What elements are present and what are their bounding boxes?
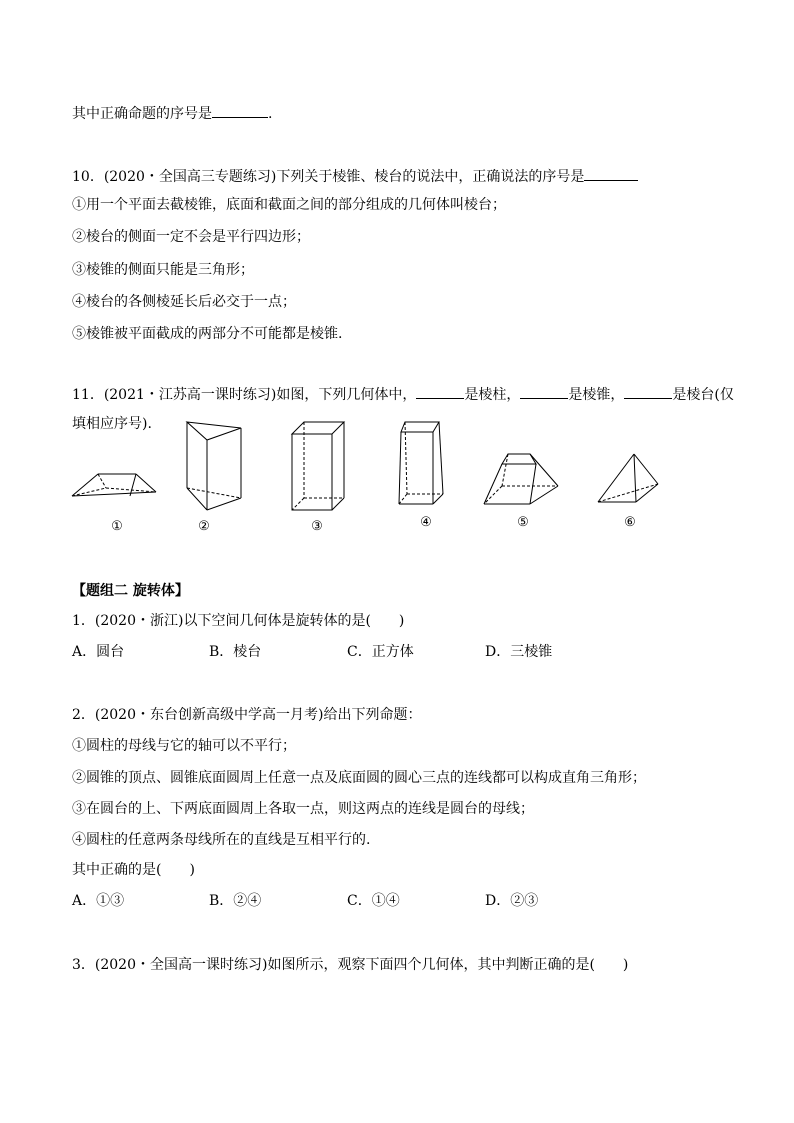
g2q2-item-4: ④圆柱的任意两条母线所在的直线是互相平行的.: [72, 832, 371, 848]
figure-label-1: ①: [111, 519, 123, 534]
g2q1-option-c: C．正方体: [347, 644, 414, 660]
figure-2-triangular-prism: [183, 418, 245, 514]
g2q2-item-3: ③在圆台的上、下两底面圆周上各取一点，则这两点的连线是圆台的母线；: [72, 801, 534, 817]
g2q1-option-b: B．棱台: [209, 644, 262, 660]
figure-4-frustum: [397, 418, 447, 510]
figure-label-6: ⑥: [624, 515, 636, 530]
figure-label-2: ②: [198, 519, 210, 534]
figure-label-3: ③: [311, 519, 323, 534]
figure-6-triangular-pyramid: [596, 450, 662, 506]
g2q2-item-1: ①圆柱的母线与它的轴可以不平行；: [72, 738, 296, 754]
g2q2-stem: 2．(2020・东台创新高级中学高一月考)给出下列命题：: [72, 707, 422, 723]
q11-stem: 11．(2021・江苏高一课时练习)如图，下列几何体中， 是棱柱， 是棱锥， 是棱台(仅: [72, 384, 734, 404]
answer-blank: [584, 166, 638, 181]
answer-blank-pyramid: [520, 384, 568, 399]
g2q2-item-2: ②圆锥的顶点、圆锥底面圆周上任意一点及底面圆的圆心三点的连线都可以构成直角三角形；: [72, 770, 646, 786]
g2q2-option-c: C．①④: [347, 893, 400, 909]
q10-item-1: ①用一个平面去截棱锥，底面和截面之间的部分组成的几何体叫棱台；: [72, 197, 506, 213]
g2q2-option-d: D．②③: [485, 893, 539, 909]
q10-item-2: ②棱台的侧面一定不会是平行四边形；: [72, 229, 310, 245]
intro-text: 其中正确命题的序号是: [72, 106, 212, 122]
group2-heading: 【题组二 旋转体】: [72, 583, 189, 599]
q10-stem: 10．(2020・全国高三专题练习)下列关于棱锥、棱台的说法中，正确说法的序号是: [72, 166, 638, 186]
g2q1-stem: 1．(2020・浙江)以下空间几何体是旋转体的是( ): [72, 613, 405, 629]
q10-item-3: ③棱锥的侧面只能是三角形；: [72, 262, 254, 278]
figure-3-cuboid: [290, 418, 348, 514]
answer-blank-frustum: [624, 384, 672, 399]
q10-item-5: ⑤棱锥被平面截成的两部分不可能都是棱锥.: [72, 326, 343, 342]
figure-label-4: ④: [420, 515, 432, 530]
g2q1-option-a: A．圆台: [72, 644, 125, 660]
answer-blank-prism: [416, 384, 464, 399]
q11-stem-line2: 填相应序号).: [72, 416, 152, 432]
answer-blank: [212, 103, 268, 118]
figure-label-5: ⑤: [517, 515, 529, 530]
intro-line: 其中正确命题的序号是 .: [72, 103, 272, 123]
g2q2-prompt: 其中正确的是( ): [72, 862, 195, 878]
g2q2-option-a: A．①③: [72, 893, 125, 909]
figure-1-triangular-prism: [70, 458, 162, 500]
figure-5-frustum: [480, 450, 562, 510]
q10-item-4: ④棱台的各侧棱延长后必交于一点；: [72, 294, 296, 310]
g2q1-option-d: D．三棱锥: [485, 644, 553, 660]
g2q3-stem: 3．(2020・全国高一课时练习)如图所示，观察下面四个几何体，其中判断正确的是( ): [72, 957, 629, 973]
g2q2-option-b: B．②④: [209, 893, 262, 909]
